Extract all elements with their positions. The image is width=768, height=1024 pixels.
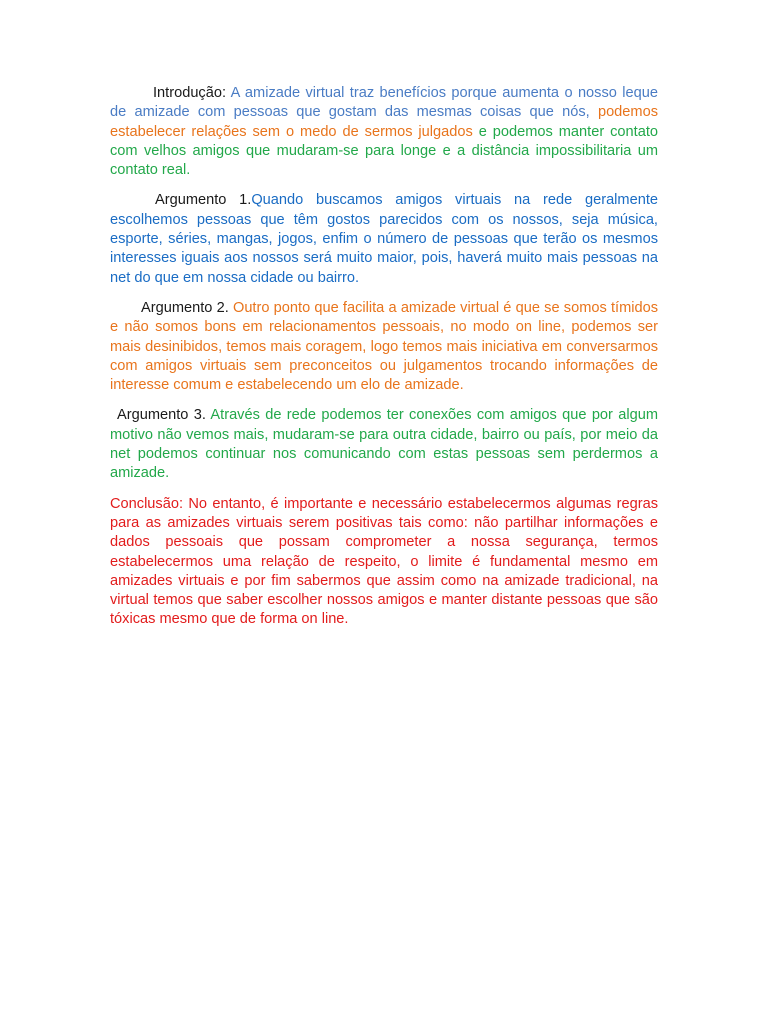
introduction-paragraph [110,84,658,180]
argument2-heading: Argumento 2. [141,299,233,316]
argument3-paragraph [110,406,658,483]
conclusion-paragraph [110,495,658,630]
argument2-text: Outro ponto que facilita a amizade virtual é que se somos tímidos e não somos bons em relacionamentos pessoais, no modo on line, podemos ser mais desinibidos, temos mais coragem, logo temos mais iniciativa em conversarmos com amigos virtuais sem preconceitos ou julgamentos trocando informações de interesse comum e estabelecendo um elo de amizade. [110,299,658,394]
argument2-paragraph [110,299,658,395]
introduction-text-part3: e podemos manter contato com velhos amigos que mudaram-se para longe e a distância impossibilitaria um contato real. [110,123,658,179]
argument1-heading: Argumento 1. [155,192,252,209]
introduction-text-part1: A amizade virtual traz benefícios porque aumenta o nosso leque de amizade com pessoas que gostam das mesmas coisas que nós, [110,85,658,121]
argument1-paragraph [110,191,658,287]
document-page [110,84,658,641]
introduction-heading: Introdução: [153,85,231,101]
argument3-text: Através de rede podemos ter conexões com amigos que por algum motivo não vemos mais, mudaram-se para outra cidade, bairro ou país, por meio da net podemos continuar nos comunicando com estas pessoas sem perdermos a amizade. [110,407,658,482]
introduction-text-part2: podemos estabelecer relações sem o medo de sermos julgados [110,104,658,140]
conclusion-text: Conclusão: No entanto, é importante e necessário estabelecermos algumas regras para as amizades virtuais serem positivas tais como: não partilhar informações e dados pessoais que possam comprometer a nossa segurança, termos estabelecermos uma relação de respeito, o limite é fundamental mesmo em amizades virtuais e por fim sabermos que assim como na amizade tradicional, na virtual temos que saber escolher nossos amigos e manter distante pessoas que são tóxicas mesmo que de forma on line. [110,495,658,628]
argument3-heading: Argumento 3. [117,407,211,424]
argument1-text: Quando buscamos amigos virtuais na rede geralmente escolhemos pessoas que têm gostos parecidos com os nossos, seja música, esporte, séries, mangas, jogos, enfim o número de pessoas que terão os mesmos interesses iguais aos nossos será muito maior, pois, haverá muito mais pessoas na net do que em nossa cidade ou bairro. [110,192,658,286]
